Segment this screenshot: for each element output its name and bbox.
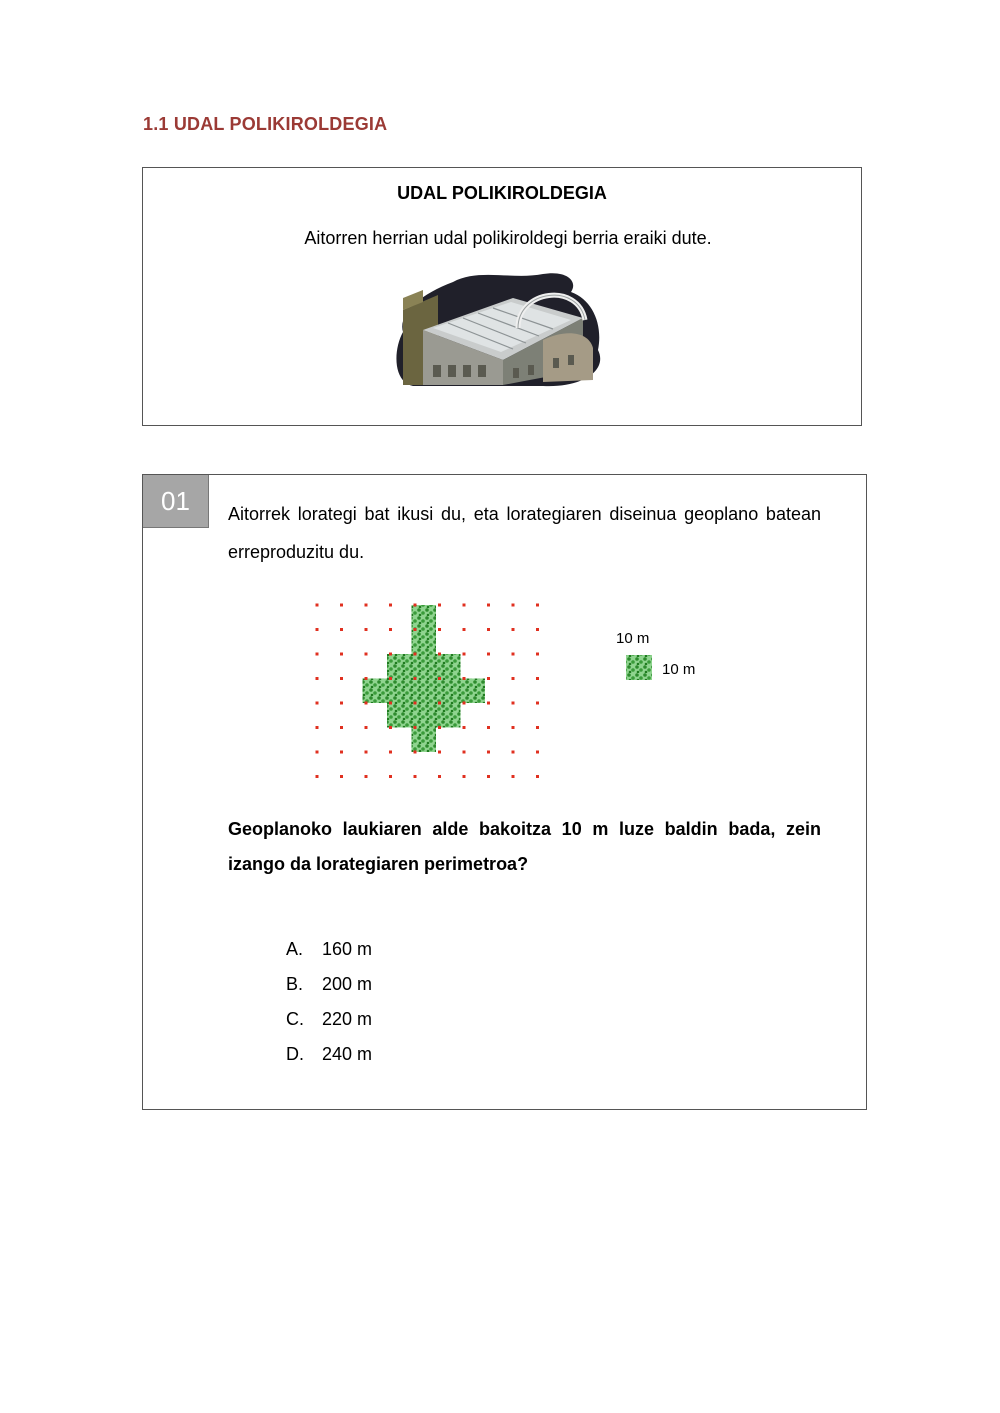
geoboard-peg: [365, 653, 368, 656]
geoboard-peg: [512, 604, 515, 607]
geoboard-peg: [365, 751, 368, 754]
geoboard-peg: [365, 677, 368, 680]
scale-legend: [611, 625, 731, 685]
geoboard-peg: [438, 775, 441, 778]
geoboard-peg: [414, 751, 417, 754]
geoboard-peg: [438, 726, 441, 729]
geoboard-peg: [463, 751, 466, 754]
option-letter: D.: [286, 1044, 304, 1064]
geoboard-peg: [316, 628, 319, 631]
intro-text: Aitorren herrian udal polikiroldegi berria eraiki dute.: [304, 228, 712, 248]
legend-side-label: 10 m: [662, 661, 696, 678]
geoboard-peg: [340, 775, 343, 778]
geoboard-peg: [389, 604, 392, 607]
option-text: 160 m: [322, 939, 373, 959]
geoboard-peg: [414, 677, 417, 680]
question-prompt: Geoplanoko laukiaren alde bakoitza 10 m luze baldin bada, zein izango da lorategiaren perimetroa?: [228, 819, 821, 874]
geoboard-peg: [438, 751, 441, 754]
geoboard-peg: [340, 726, 343, 729]
geoboard-peg: [365, 628, 368, 631]
geoboard-peg: [536, 653, 539, 656]
geoboard-peg: [414, 775, 417, 778]
geoboard-peg: [536, 702, 539, 705]
legend-square: [626, 655, 652, 680]
section-title: 1.1 UDAL POLIKIROLDEGIA: [143, 114, 388, 134]
option-text: 240 m: [322, 1044, 373, 1064]
geoboard-peg: [487, 677, 490, 680]
geoboard-peg: [487, 775, 490, 778]
geoboard-peg: [487, 726, 490, 729]
geoboard-peg: [463, 726, 466, 729]
legend-top-label: 10 m: [616, 630, 650, 647]
garden-shape: [363, 605, 486, 752]
geoboard-peg: [536, 726, 539, 729]
geoboard-peg: [438, 628, 441, 631]
geoboard-peg: [389, 751, 392, 754]
geoboard-peg: [463, 604, 466, 607]
option-letter: A.: [286, 939, 304, 959]
geoboard-peg: [438, 677, 441, 680]
geoboard-peg: [512, 702, 515, 705]
option-text: 220 m: [322, 1009, 373, 1029]
geoboard-peg: [414, 726, 417, 729]
geoboard-peg: [365, 604, 368, 607]
option-text: 200 m: [322, 974, 373, 994]
intro-heading: UDAL POLIKIROLDEGIA: [397, 183, 607, 203]
question-box: [142, 474, 867, 1110]
geoboard-peg: [512, 775, 515, 778]
geoboard-peg: [463, 628, 466, 631]
geoboard-peg: [340, 677, 343, 680]
answer-option[interactable]: [286, 972, 372, 1007]
geoboard-figure: [313, 600, 553, 790]
geoboard-peg: [512, 653, 515, 656]
geoboard-peg: [316, 702, 319, 705]
geoboard-peg: [340, 751, 343, 754]
geoboard-peg: [438, 702, 441, 705]
geoboard-peg: [414, 604, 417, 607]
geoboard-peg: [487, 751, 490, 754]
geoboard-peg: [463, 677, 466, 680]
geoboard-peg: [389, 653, 392, 656]
geoboard-peg: [536, 775, 539, 778]
answer-option[interactable]: [286, 1042, 372, 1077]
geoboard-peg: [316, 653, 319, 656]
geoboard-peg: [512, 726, 515, 729]
geoboard-peg: [536, 628, 539, 631]
geoboard-peg: [365, 702, 368, 705]
geoboard-peg: [316, 604, 319, 607]
geoboard-peg: [438, 604, 441, 607]
option-letter: C.: [286, 1009, 304, 1029]
geoboard-peg: [365, 775, 368, 778]
stadium-illustration: [393, 270, 608, 390]
geoboard-peg: [365, 726, 368, 729]
geoboard-peg: [389, 702, 392, 705]
geoboard-peg: [340, 604, 343, 607]
geoboard-peg: [414, 653, 417, 656]
geoboard-peg: [389, 775, 392, 778]
geoboard-peg: [316, 775, 319, 778]
answer-option[interactable]: [286, 937, 372, 972]
geoboard-peg: [536, 604, 539, 607]
geoboard-peg: [536, 751, 539, 754]
answer-option[interactable]: [286, 1007, 372, 1042]
geoboard-peg: [536, 677, 539, 680]
geoboard-peg: [316, 751, 319, 754]
option-letter: B.: [286, 974, 304, 994]
geoboard-peg: [512, 751, 515, 754]
geoboard-peg: [316, 677, 319, 680]
geoboard-peg: [438, 653, 441, 656]
geoboard-peg: [487, 628, 490, 631]
geoboard-peg: [414, 628, 417, 631]
geoboard-peg: [487, 702, 490, 705]
geoboard-peg: [414, 702, 417, 705]
geoboard-peg: [463, 775, 466, 778]
question-number: 01: [143, 475, 209, 528]
geoboard-peg: [463, 702, 466, 705]
geoboard-peg: [463, 653, 466, 656]
intro-box: [142, 167, 862, 426]
question-text: Aitorrek lorategi bat ikusi du, eta lorategiaren diseinua geoplano batean erreproduzitu du.: [228, 504, 821, 562]
geoboard-peg: [340, 628, 343, 631]
geoboard-peg: [389, 628, 392, 631]
geoboard-peg: [340, 653, 343, 656]
geoboard-peg: [512, 677, 515, 680]
geoboard-peg: [512, 628, 515, 631]
geoboard-peg: [340, 702, 343, 705]
answer-options: [286, 937, 372, 1077]
geoboard-peg: [316, 726, 319, 729]
geoboard-peg: [389, 677, 392, 680]
geoboard-peg: [389, 726, 392, 729]
geoboard-peg: [487, 653, 490, 656]
geoboard-peg: [487, 604, 490, 607]
